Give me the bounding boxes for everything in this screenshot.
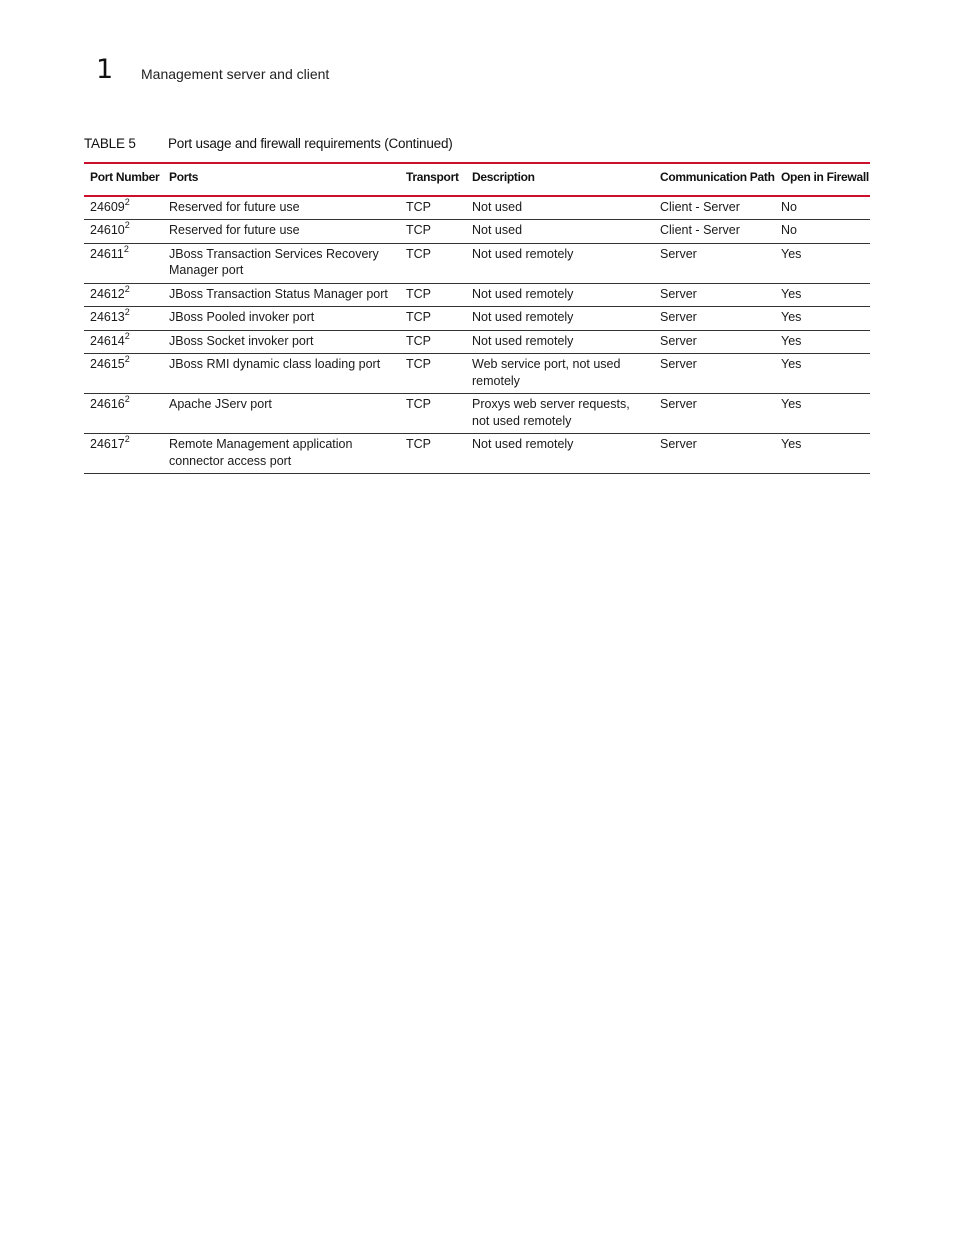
table-row: [84, 354, 870, 394]
communication-path-cell: Server: [660, 437, 697, 451]
open-in-firewall-cell: Yes: [781, 397, 802, 411]
port-usage-table: [84, 162, 870, 474]
footnote-marker: 2: [124, 394, 130, 404]
communication-path-cell: Client - Server: [660, 223, 740, 237]
transport-cell: TCP: [406, 437, 431, 451]
table-row: [84, 307, 870, 331]
column-header-ports: Ports: [169, 170, 199, 184]
communication-path-cell: Server: [660, 397, 697, 411]
port-number: 24612: [90, 286, 125, 301]
ports-cell: JBoss Transaction Services Recovery Manager port: [169, 246, 379, 277]
column-header-communication-path: Communication Path: [660, 170, 775, 184]
description-cell: Not used: [472, 199, 523, 214]
port-number-cell: [84, 354, 163, 394]
table-row: [84, 394, 870, 434]
port-number: 24614: [90, 333, 125, 348]
table-title: Port usage and firewall requirements (Continued): [168, 136, 453, 151]
port-number: 24611: [90, 246, 124, 261]
ports-cell: Apache JServ port: [169, 397, 272, 411]
port-number: 24617: [90, 437, 125, 451]
communication-path-cell: Server: [660, 310, 697, 324]
footnote-marker: 2: [124, 196, 130, 207]
description-cell: Not used remotely: [472, 286, 574, 301]
communication-path-cell: Client - Server: [660, 199, 740, 214]
ports-cell: JBoss RMI dynamic class loading port: [169, 357, 381, 371]
transport-cell: TCP: [406, 286, 431, 301]
port-number-cell: [84, 283, 163, 307]
port-number-cell: [84, 307, 163, 331]
port-number: 24610: [90, 223, 125, 237]
chapter-number: 1: [96, 54, 114, 85]
open-in-firewall-cell: Yes: [781, 333, 802, 348]
description-cell: Proxys web server requests, not used remotely: [472, 397, 630, 428]
port-number: 24613: [90, 310, 125, 324]
port-number-cell: [84, 434, 163, 474]
port-number: 24616: [90, 397, 125, 411]
ports-cell: Reserved for future use: [169, 199, 300, 214]
table-row: [84, 243, 870, 283]
transport-cell: TCP: [406, 223, 431, 237]
open-in-firewall-cell: Yes: [781, 357, 802, 371]
port-number-cell: [84, 394, 163, 434]
column-header-port-number: Port Number: [90, 170, 160, 184]
chapter-title: Management server and client: [141, 66, 330, 82]
description-cell: Not used remotely: [472, 437, 574, 451]
column-header-description: Description: [472, 170, 535, 184]
transport-cell: TCP: [406, 310, 431, 324]
table-label: TABLE 5: [84, 136, 136, 151]
footnote-marker: 2: [124, 307, 130, 317]
port-number-cell: [84, 330, 163, 354]
open-in-firewall-cell: No: [781, 223, 797, 237]
ports-cell: JBoss Socket invoker port: [169, 333, 314, 348]
ports-cell: JBoss Transaction Status Manager port: [169, 286, 388, 301]
table-row: [84, 283, 870, 307]
table-header-row: [84, 163, 870, 196]
footnote-marker: 2: [124, 283, 130, 294]
transport-cell: TCP: [406, 246, 431, 261]
footnote-marker: 2: [123, 243, 129, 254]
description-cell: Not used remotely: [472, 246, 574, 261]
port-number: 24615: [90, 357, 125, 371]
transport-cell: TCP: [406, 333, 431, 348]
communication-path-cell: Server: [660, 246, 697, 261]
open-in-firewall-cell: Yes: [781, 246, 802, 261]
description-cell: Not used: [472, 223, 523, 237]
transport-cell: TCP: [406, 199, 431, 214]
description-cell: Not used remotely: [472, 310, 574, 324]
table-row: [84, 196, 870, 220]
ports-cell: JBoss Pooled invoker port: [169, 310, 315, 324]
communication-path-cell: Server: [660, 357, 697, 371]
port-number: 24609: [90, 199, 125, 214]
communication-path-cell: Server: [660, 333, 697, 348]
description-cell: Not used remotely: [472, 333, 574, 348]
column-header-open-in-firewall: Open in Firewall: [781, 170, 869, 184]
footnote-marker: 2: [124, 330, 130, 341]
transport-cell: TCP: [406, 357, 431, 371]
column-header-transport: Transport: [406, 170, 459, 184]
table-body: [84, 196, 870, 474]
port-number-cell: [84, 196, 163, 220]
ports-cell: Remote Management application connector access port: [169, 437, 353, 468]
footnote-marker: 2: [124, 434, 130, 444]
port-number-cell: [84, 220, 163, 244]
ports-cell: Reserved for future use: [169, 223, 300, 237]
table-row: [84, 434, 870, 474]
open-in-firewall-cell: No: [781, 199, 797, 214]
open-in-firewall-cell: Yes: [781, 437, 802, 451]
communication-path-cell: Server: [660, 286, 697, 301]
port-number-cell: [84, 243, 163, 283]
table-row: [84, 330, 870, 354]
description-cell: Web service port, not used remotely: [472, 357, 621, 388]
footnote-marker: 2: [124, 354, 130, 364]
table-row: [84, 220, 870, 244]
footnote-marker: 2: [124, 220, 130, 230]
open-in-firewall-cell: Yes: [781, 310, 802, 324]
open-in-firewall-cell: Yes: [781, 286, 802, 301]
transport-cell: TCP: [406, 397, 431, 411]
